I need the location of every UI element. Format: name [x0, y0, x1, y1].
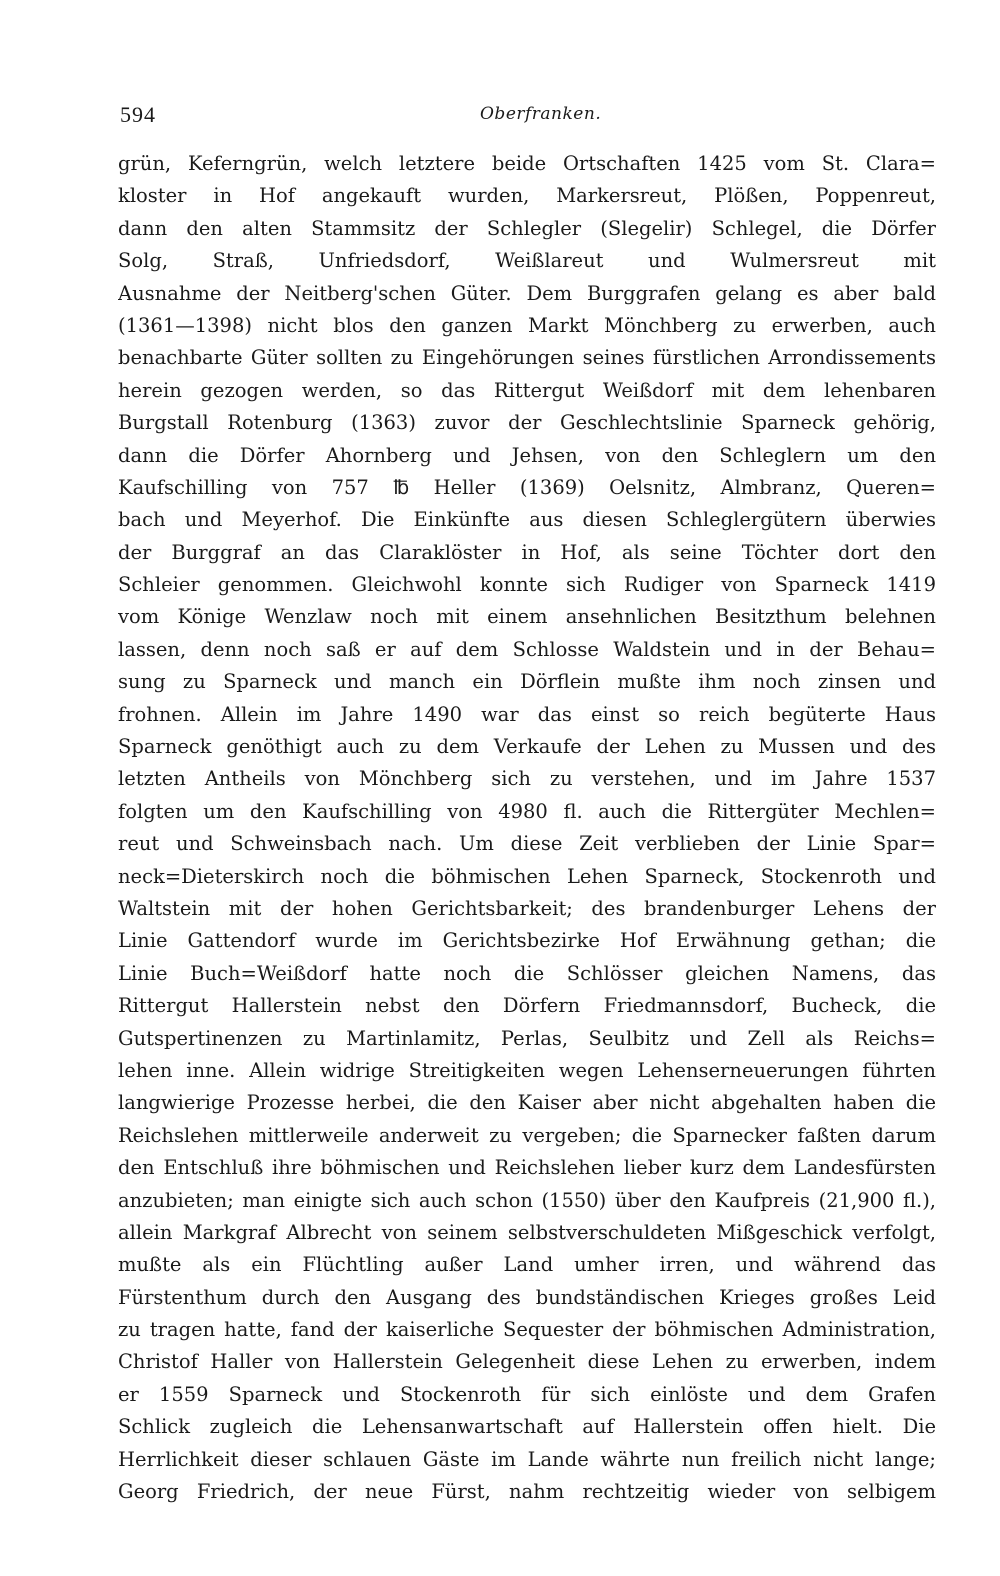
text-line: Reichslehen mittlerweile anderweit zu vergeben; die Sparnecker faßten darum [118, 1123, 936, 1147]
text-line: dann die Dörfer Ahornberg und Jehsen, von den Schleglern um den [118, 443, 936, 467]
text-line: er 1559 Sparneck und Stockenroth für sich einlöste und dem Grafen [118, 1382, 936, 1406]
text-line: dann den alten Stammsitz der Schlegler (Slegelir) Schlegel, die Dörfer [118, 216, 936, 240]
text-line: Linie Buch=Weißdorf hatte noch die Schlösser gleichen Namens, das [118, 961, 936, 985]
text-line: Schlick zugleich die Lehensanwartschaft auf Hallerstein offen hielt. Die [118, 1415, 936, 1439]
text-line: benachbarte Güter sollten zu Eingehörungen seines fürstlichen Arrondissements [118, 346, 936, 370]
text-line: folgten um den Kaufschilling von 4980 fl. auch die Rittergüter Mechlen= [118, 799, 936, 823]
text-line: Linie Gattendorf wurde im Gerichtsbezirke Hof Erwähnung gethan; die [118, 929, 936, 953]
text-line: sung zu Sparneck und manch ein Dörflein mußte ihm noch zinsen und [118, 670, 936, 694]
text-line: anzubieten; man einigte sich auch schon (1550) über den Kaufpreis (21,900 fl.), [118, 1188, 936, 1212]
text-line: Georg Friedrich, der neue Fürst, nahm rechtzeitig wieder von selbigem [118, 1480, 936, 1504]
text-line: bach und Meyerhof. Die Einkünfte aus diesen Schleglergütern überwies [118, 508, 936, 532]
text-line: zu tragen hatte, fand der kaiserliche Sequester der böhmischen Administration, [118, 1318, 936, 1342]
text-line: letzten Antheils von Mönchberg sich zu verstehen, und im Jahre 1537 [118, 767, 936, 791]
text-line: frohnen. Allein im Jahre 1490 war das einst so reich begüterte Haus [118, 702, 936, 726]
text-line: Fürstenthum durch den Ausgang des bundständischen Krieges großes Leid [118, 1285, 936, 1309]
text-line: Solg, Straß, Unfriedsdorf, Weißlareut und Wulmersreut mit [118, 249, 936, 273]
text-line: vom Könige Wenzlaw noch mit einem ansehnlichen Besitzthum belehnen [118, 605, 936, 629]
text-line: Waltstein mit der hohen Gerichtsbarkeit; des brandenburger Lehens der [118, 896, 936, 920]
text-line: Gutspertinenzen zu Martinlamitz, Perlas, Seulbitz und Zell als Reichs= [118, 1026, 936, 1050]
page-number: 594 [120, 102, 156, 127]
text-line: Kaufschilling von 757 ℔ Heller (1369) Oelsnitz, Almbranz, Queren= [118, 475, 936, 499]
text-line: Schleier genommen. Gleichwohl konnte sich Rudiger von Sparneck 1419 [118, 573, 936, 597]
text-line: reut und Schweinsbach nach. Um diese Zeit verblieben der Linie Spar= [118, 832, 936, 856]
body-text [118, 148, 936, 1508]
text-line: allein Markgraf Albrecht von seinem selbstverschuldeten Mißgeschick verfolgt, [118, 1220, 936, 1244]
text-line: den Entschluß ihre böhmischen und Reichslehen lieber kurz dem Landesfürsten [118, 1156, 936, 1180]
text-line: Rittergut Hallerstein nebst den Dörfern Friedmannsdorf, Bucheck, die [118, 994, 936, 1018]
text-line: Herrlichkeit dieser schlauen Gäste im Lande währte nun freilich nicht lange; [118, 1447, 936, 1471]
text-line: Burgstall Rotenburg (1363) zuvor der Geschlechtslinie Sparneck gehörig, [118, 411, 936, 435]
page-header [120, 102, 935, 132]
text-line: der Burggraf an das Claraklöster in Hof, als seine Töchter dort den [118, 540, 936, 564]
text-line: lehen inne. Allein widrige Streitigkeiten wegen Lehenserneuerungen führten [118, 1058, 936, 1082]
text-line: Sparneck genöthigt auch zu dem Verkaufe der Lehen zu Mussen und des [118, 735, 936, 759]
text-line: Christof Haller von Hallerstein Gelegenheit diese Lehen zu erwerben, indem [118, 1350, 936, 1374]
text-line: (1361—1398) nicht blos den ganzen Markt Mönchberg zu erwerben, auch [118, 313, 936, 337]
text-line: grün, Keferngrün, welch letztere beide Ortschaften 1425 vom St. Clara= [118, 152, 936, 175]
text-line: kloster in Hof angekauft wurden, Markersreut, Plößen, Poppenreut, [118, 184, 936, 208]
text-line: herein gezogen werden, so das Rittergut Weißdorf mit dem lehenbaren [118, 378, 936, 402]
text-line: mußte als ein Flüchtling außer Land umher irren, und während das [118, 1253, 936, 1277]
text-line: lassen, denn noch saß er auf dem Schlosse Waldstein und in der Behau= [118, 637, 936, 661]
text-line: neck=Dieterskirch noch die böhmischen Lehen Sparneck, Stockenroth und [118, 864, 936, 888]
text-line: Ausnahme der Neitberg'schen Güter. Dem Burggrafen gelang es aber bald [118, 281, 936, 305]
text-line: langwierige Prozesse herbei, die den Kaiser aber nicht abgehalten haben die [118, 1091, 936, 1115]
running-title: Oberfranken. [480, 104, 602, 124]
